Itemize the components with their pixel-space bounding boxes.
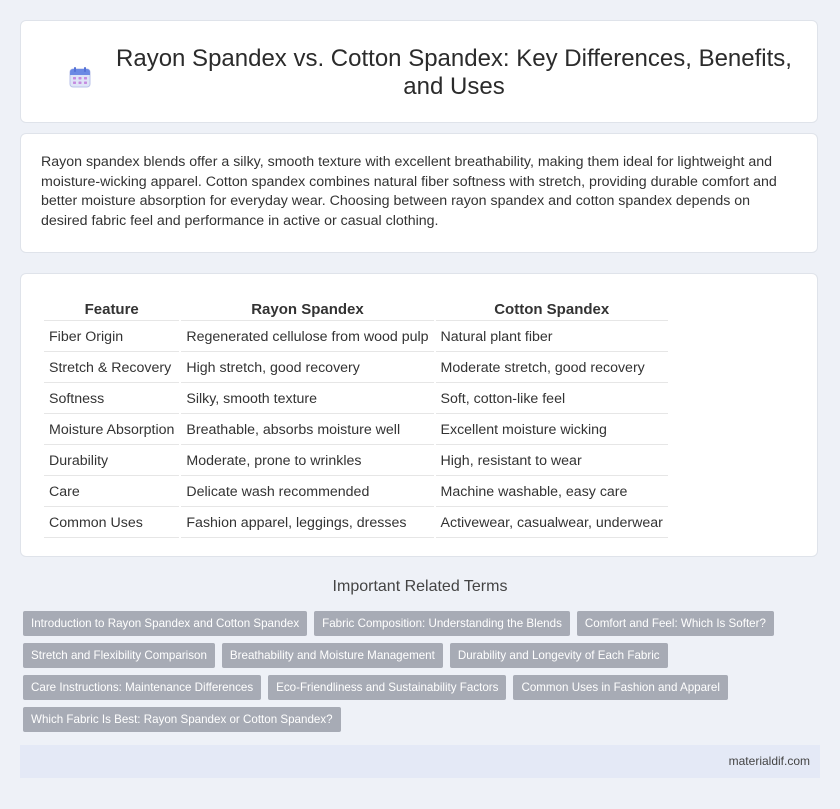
table-row: [44, 323, 668, 352]
column-header: Feature: [44, 298, 179, 321]
table-cell: High stretch, good recovery: [181, 354, 433, 383]
table-cell: Care: [44, 478, 179, 507]
table-row: [44, 354, 668, 383]
table-cell: Excellent moisture wicking: [436, 416, 668, 445]
table-cell: Common Uses: [44, 509, 179, 538]
related-term-tag[interactable]: Breathability and Moisture Management: [222, 643, 443, 668]
column-header: Rayon Spandex: [181, 298, 433, 321]
title-card: [20, 20, 818, 123]
related-term-tag[interactable]: Eco-Friendliness and Sustainability Factors: [268, 675, 506, 700]
calendar-icon: [68, 65, 92, 89]
table-cell: Machine washable, easy care: [436, 478, 668, 507]
table-cell: Natural plant fiber: [436, 323, 668, 352]
table-row: [44, 385, 668, 414]
table-cell: Fiber Origin: [44, 323, 179, 352]
column-header: Cotton Spandex: [436, 298, 668, 321]
table-cell: Delicate wash recommended: [181, 478, 433, 507]
table-row: [44, 447, 668, 476]
footer-site-link[interactable]: materialdif.com: [728, 754, 810, 768]
related-terms-list: [23, 611, 813, 732]
table-cell: Moderate stretch, good recovery: [436, 354, 668, 383]
page-title: Rayon Spandex vs. Cotton Spandex: Key Differences, Benefits, and Uses: [116, 45, 792, 100]
table-header-row: [44, 298, 668, 321]
table-cell: Moisture Absorption: [44, 416, 179, 445]
table-cell: Moderate, prone to wrinkles: [181, 447, 433, 476]
table-cell: Softness: [44, 385, 179, 414]
related-term-tag[interactable]: Durability and Longevity of Each Fabric: [450, 643, 668, 668]
related-terms-heading: Important Related Terms: [332, 578, 508, 595]
table-cell: High, resistant to wear: [436, 447, 668, 476]
related-term-tag[interactable]: Common Uses in Fashion and Apparel: [513, 675, 728, 700]
table-cell: Soft, cotton-like feel: [436, 385, 668, 414]
related-term-tag[interactable]: Introduction to Rayon Spandex and Cotton Spandex: [23, 611, 307, 636]
table-cell: Activewear, casualwear, underwear: [436, 509, 668, 538]
table-row: [44, 478, 668, 507]
table-cell: Fashion apparel, leggings, dresses: [181, 509, 433, 538]
related-term-tag[interactable]: Care Instructions: Maintenance Differences: [23, 675, 261, 700]
table-row: [44, 509, 668, 538]
table-cell: Stretch & Recovery: [44, 354, 179, 383]
comparison-card: [20, 273, 818, 557]
related-term-tag[interactable]: Comfort and Feel: Which Is Softer?: [577, 611, 774, 636]
table-cell: Regenerated cellulose from wood pulp: [181, 323, 433, 352]
related-term-tag[interactable]: Fabric Composition: Understanding the Blends: [314, 611, 570, 636]
footer-bar: [20, 745, 820, 778]
related-term-tag[interactable]: Which Fabric Is Best: Rayon Spandex or Cotton Spandex?: [23, 707, 341, 732]
table-cell: Breathable, absorbs moisture well: [181, 416, 433, 445]
intro-card: [20, 133, 818, 253]
table-cell: Silky, smooth texture: [181, 385, 433, 414]
intro-paragraph: Rayon spandex blends offer a silky, smooth texture with excellent breathability, making them ideal for lightweight and moisture-wicking apparel. Cotton spandex combines natural fiber softness with stretch, providing durable comfort and better moisture absorption for everyday wear. Choosing between rayon spandex and cotton spandex depends on desired fabric feel and performance in active or casual clothing.: [41, 154, 777, 229]
table-cell: Durability: [44, 447, 179, 476]
comparison-table: [42, 296, 670, 540]
related-term-tag[interactable]: Stretch and Flexibility Comparison: [23, 643, 215, 668]
table-row: [44, 416, 668, 445]
